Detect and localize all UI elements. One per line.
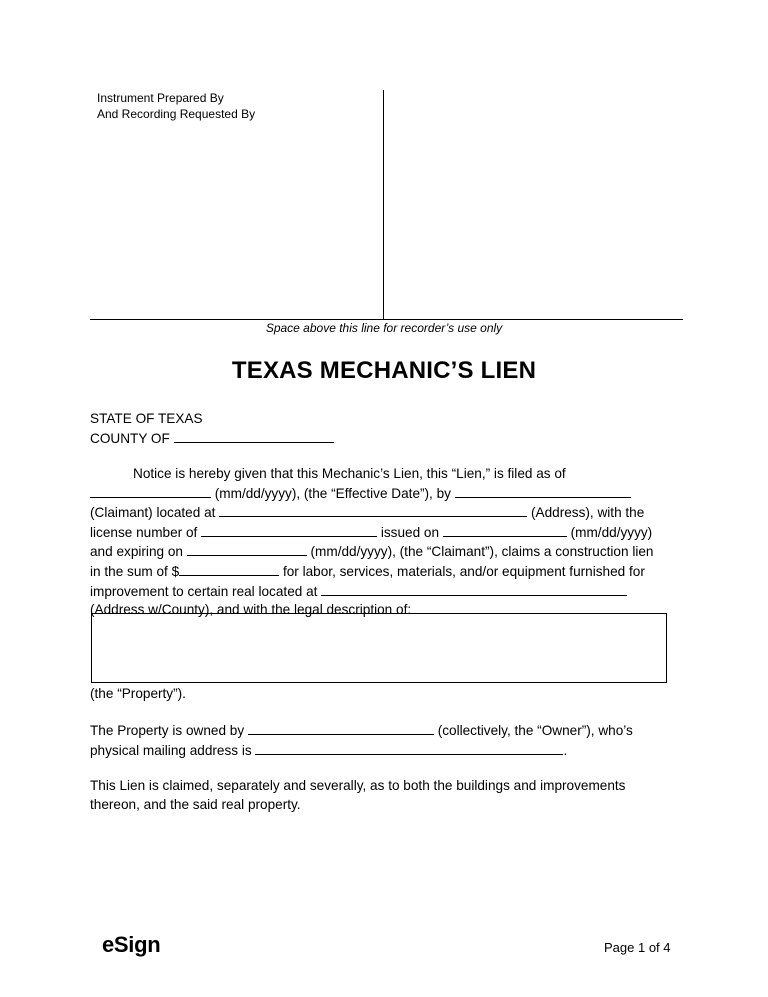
effective-date-label: (mm/dd/yyyy), (the “Effective Date”), by [214,485,451,501]
document-title: TEXAS MECHANIC’S LIEN [231,357,537,384]
address-label: (Address), with the [530,505,645,521]
license-number-field[interactable] [201,523,377,537]
prepared-line-2: And Recording Requested By [97,107,256,121]
property-label: (the “Property”). [90,686,186,701]
issued-on-label: issued on [380,524,440,540]
esign-logo: eSign [102,932,161,957]
expiration-date-field[interactable] [187,542,307,556]
claimant-address-field[interactable] [219,503,527,517]
labor-services-label: for labor, services, materials, and/or equipment furnished for [282,563,645,579]
state-county-block [90,410,334,448]
notice-paragraph [90,465,690,620]
state-label: STATE OF TEXAS [90,411,203,426]
lien-amount-field[interactable] [179,562,279,576]
legal-description-label: (Address w/County), and with the legal description of: [90,602,412,618]
filing-date-field[interactable] [90,484,211,498]
instrument-prepared-by [97,90,255,122]
claimant-located-label: (Claimant) located at [90,505,216,521]
real-located-label: improvement to certain real located at [90,583,318,599]
mailing-address-label: physical mailing address is [90,742,252,758]
owner-paragraph [90,721,690,760]
owned-by-label: The Property is owned by [90,723,245,738]
county-label: COUNTY OF [90,430,170,446]
issued-date-field[interactable] [443,523,567,537]
legal-description-box[interactable] [91,613,667,683]
claim-line-2: thereon, and the said real property. [90,796,301,812]
claimant-claims-label: (mm/dd/yyyy), (the “Claimant”), claims a construction lien [310,544,654,560]
prepared-line-1: Instrument Prepared By [97,91,224,105]
page-number: Page 1 of 4 [604,940,671,955]
recorder-space-note: Space above this line for recorder’s use only [265,321,503,335]
date-format-label: (mm/dd/yyyy) [570,524,653,540]
license-number-label: license number of [90,524,198,540]
claimant-name-field[interactable] [455,484,631,498]
recorder-horizontal-divider [90,319,683,320]
county-field[interactable] [174,429,334,443]
owner-collective-label: (collectively, the “Owner”), who’s [437,723,633,738]
recorder-vertical-divider [383,90,384,320]
notice-line-1: Notice is hereby given that this Mechanic’s Lien, this “Lien,” is filed as of [133,466,566,481]
sum-label: in the sum of $ [90,563,180,579]
owner-name-field[interactable] [248,721,434,735]
expiring-on-label: and expiring on [90,544,183,560]
property-address-field[interactable] [321,582,627,596]
owner-mailing-address-field[interactable] [255,741,563,755]
claim-line-1: This Lien is claimed, separately and severally, as to both the buildings and improvements [90,778,626,793]
claim-paragraph [90,777,690,814]
period: . [563,742,568,758]
